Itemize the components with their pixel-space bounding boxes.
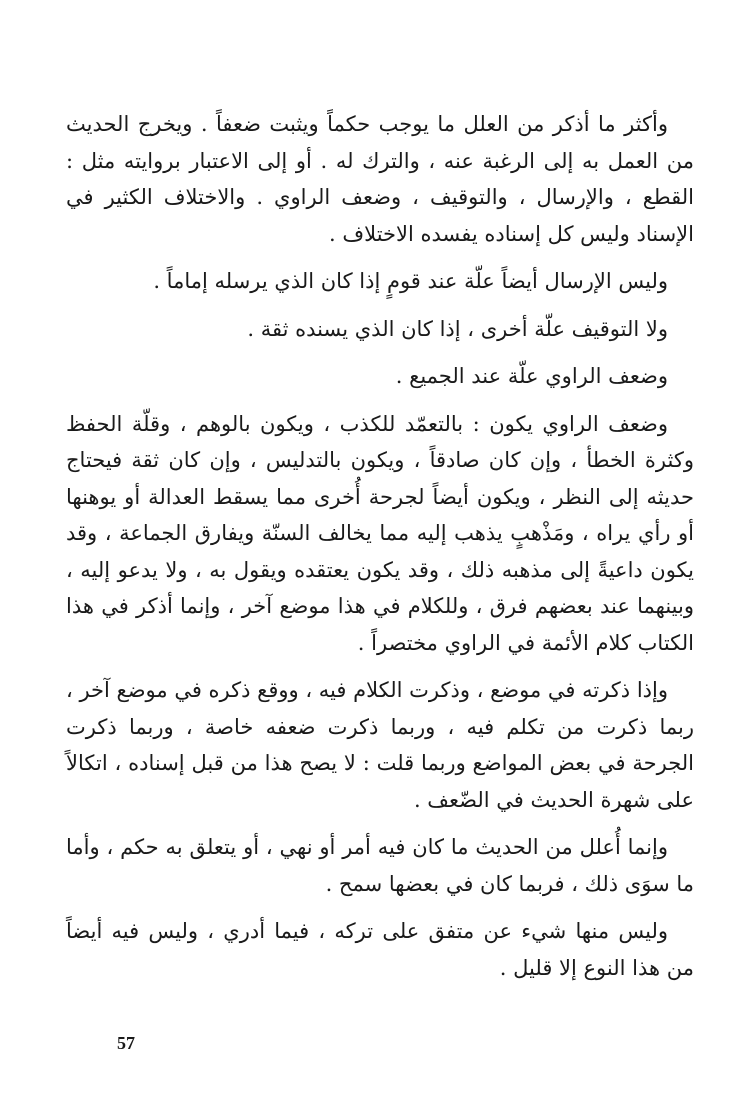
paragraph-4: وضعف الراوي علّة عند الجميع . [395, 364, 668, 388]
paragraph-1: وأكثر ما أذكر من العلل ما يوجب حكماً ويثبت ضعفاً . ويخرج الحديث من العمل به إلى الرغبة عنه ، والترك له . أو إلى الاعتبار بروايته مثل : القطع ، والإرسال ، والتوقيف ، وضعف الراوي . والاختلاف الكثير في الإسناد وليس كل إسناده يفسده الاختلاف . [66, 112, 694, 246]
paragraph-2: وليس الإرسال أيضاً علّة عند قومٍ إذا كان الذي يرسله إماماً . [153, 269, 668, 293]
paragraph-3: ولا التوقيف علّة أخرى ، إذا كان الذي يسنده ثقة . [247, 316, 668, 341]
paragraph-6: وإذا ذكرته في موضع ، وذكرت الكلام فيه ، ووقع ذكره في موضع آخر ، ربما ذكرت من تكلم فيه ، وربما ذكرت ضعفه خاصة ، وربما ذكرت الجرحة في بعض المواضع وربما قلت : لا يصح هذا من قبل إسناده ، اتكالاً على شهرة الحديث في الضّعف . [66, 678, 694, 812]
paragraph-7: وإنما أُعلل من الحديث ما كان فيه أمر أو نهي ، أو يتعلق به حكم ، وأما ما سوَى ذلك ، فربما كان في بعضها سمح . [66, 835, 694, 896]
main-text-body [66, 106, 694, 997]
paragraph-8: وليس منها شيء عن متفق على تركه ، فيما أدري ، وليس فيه أيضاً من هذا النوع إلا قليل . [66, 919, 694, 980]
paragraph-5: وضعف الراوي يكون : بالتعمّد للكذب ، ويكون بالوهم ، وقلّة الحفظ وكثرة الخطأ ، وإن كان صادقاً ، ويكون بالتدليس ، وإن كان ثقة فيحتاج حديثه إلى النظر ، ويكون أيضاً لجرحة أُخرى مما يسقط العدالة أو يوهنها أو رأي يراه ، ومَذْهبٍ يذهب إليه مما يخالف السنّة ويفارق الجماعة ، وقد يكون داعيةً إلى مذهبه ذلك ، وقد يكون يعتقده ويقول به ، ولا يدعو إليه ، وبينهما عند بعضهم فرق ، وللكلام في هذا موضع آخر ، وإنما أذكر في هذا الكتاب كلام الأئمة في الراوي مختصراً . [66, 411, 694, 655]
page-number: 57 [117, 1033, 135, 1053]
